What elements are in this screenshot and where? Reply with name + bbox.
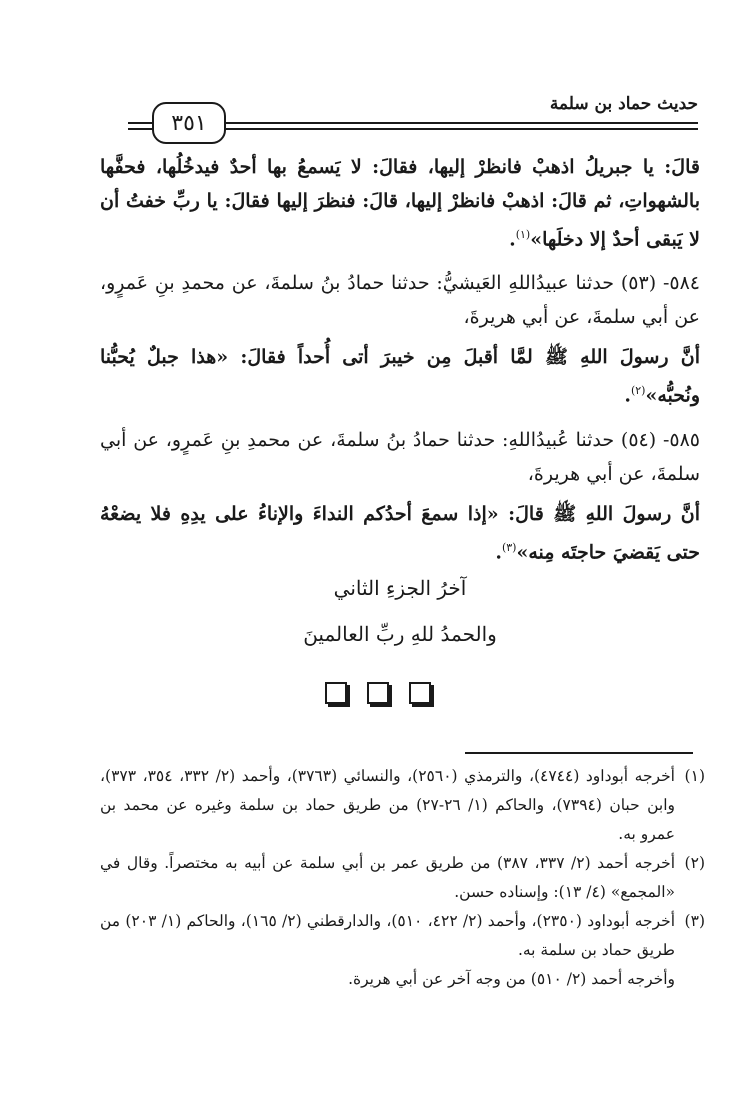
footnote-text: أخرجه أبوداود (٢٣٥٠)، وأحمد (٢/ ٤٢٢، ٥١٠)، والدارقطني (٢/ ١٦٥)، والحاكم (١/ ٢٠٣) من طريق حماد بن سلمة به. <box>100 912 676 959</box>
colophon-line-1: آخرُ الجزءِ الثاني <box>333 576 467 600</box>
page-header <box>128 88 698 148</box>
hadith-584-matn: أنَّ رسولَ اللهِ ﷺ لمَّا أقبلَ مِن خيبرَ أتى أُحداً فقالَ: «هذا جبلٌ يُحبُّنا ونُحبُّه» <box>100 346 700 407</box>
colophon-line-2: والحمدُ للهِ ربِّ العالمينَ <box>303 622 497 646</box>
footnote-3 <box>100 907 705 965</box>
continued-hadith-text: قالَ: يا جبريلُ اذهبْ فانظرْ إليها، فقالَ: لا يَسمعُ بها أحدٌ فيدخُلُها، فحفَّها بالشهواتِ، ثم قالَ: اذهبْ فانظرْ إليها، قالَ: فنظرَ إليها فقالَ: يا ربِّ خفتُ أن لا يَبقى أحدٌ إلا دخلَها» <box>100 156 700 251</box>
footnote-ref-3: (٣) <box>501 540 517 554</box>
footnote-text: أخرجه أبوداود (٤٧٤٤)، والترمذي (٢٥٦٠)، والنسائي (٣٧٦٣)، وأحمد (٢/ ٣٣٢، ٣٥٤، ٣٧٣)، وابن حبان (٧٣٩٤)، والحاكم (١/ ٢٦-٢٧) من طريق حماد بن سلمة وغيره عن محمد بن عمرو به. <box>100 767 675 843</box>
sentence-end: . <box>624 384 631 407</box>
square-ornament-icon <box>367 682 389 704</box>
hadith-585-matn-paragraph <box>100 497 700 569</box>
running-title: حديث حماد بن سلمة <box>544 94 698 114</box>
footnote-number: (١) <box>684 767 705 785</box>
footnote-number: (٢) <box>684 854 705 872</box>
hadith-584-isnad: ٥٨٤- (٥٣) حدثنا عبيدُاللهِ العَيشيُّ: حدثنا حمادُ بنُ سلمةَ، عن محمدِ بنِ عَمرٍو، عن أبي سلمةَ، عن أبي هريرةَ، <box>100 272 700 329</box>
page-number: ٣٥١ <box>171 110 207 136</box>
footnote-separator <box>465 752 693 754</box>
sentence-end: . <box>509 228 516 251</box>
page-number-frame <box>152 102 226 144</box>
square-ornament-icon <box>409 682 431 704</box>
footnote-1 <box>100 762 705 849</box>
footnote-ref-1: (١) <box>515 228 531 241</box>
footnote-number: (٣) <box>684 912 705 930</box>
hadith-584-matn-paragraph <box>100 340 700 412</box>
main-text <box>100 150 700 579</box>
colophon <box>100 565 700 657</box>
footnote-3-continuation: وأخرجه أحمد (٢/ ٥١٠) من وجه آخر عن أبي هريرة. <box>348 970 675 988</box>
footnote-2 <box>100 849 705 907</box>
section-end-ornament <box>0 682 755 704</box>
footnote-ref-2: (٢) <box>630 384 646 398</box>
continued-hadith-paragraph <box>100 150 700 256</box>
hadith-585-matn: أنَّ رسولَ اللهِ ﷺ قالَ: «إذا سمعَ أحدُكم النداءَ والإناءُ على يدِهِ فلا يضعْهُ حتى يَقضيَ حاجتَه مِنه» <box>100 502 700 563</box>
hadith-585-isnad: ٥٨٥- (٥٤) حدثنا عُبيدُاللهِ: حدثنا حمادُ بنُ سلمةَ، عن محمدِ بنِ عَمرٍو، عن أبي سلمةَ، عن أبي هريرةَ، <box>100 428 700 485</box>
footnotes <box>100 762 705 994</box>
square-ornament-icon <box>325 682 347 704</box>
footnote-text: أخرجه أحمد (٢/ ٣٣٧، ٣٨٧) من طريق عمر بن أبي سلمة عن أبيه به مختصراً. وقال في «المجمع» (٤/ ١٣): وإسناده حسن. <box>100 854 676 901</box>
sentence-end: . <box>495 540 502 563</box>
